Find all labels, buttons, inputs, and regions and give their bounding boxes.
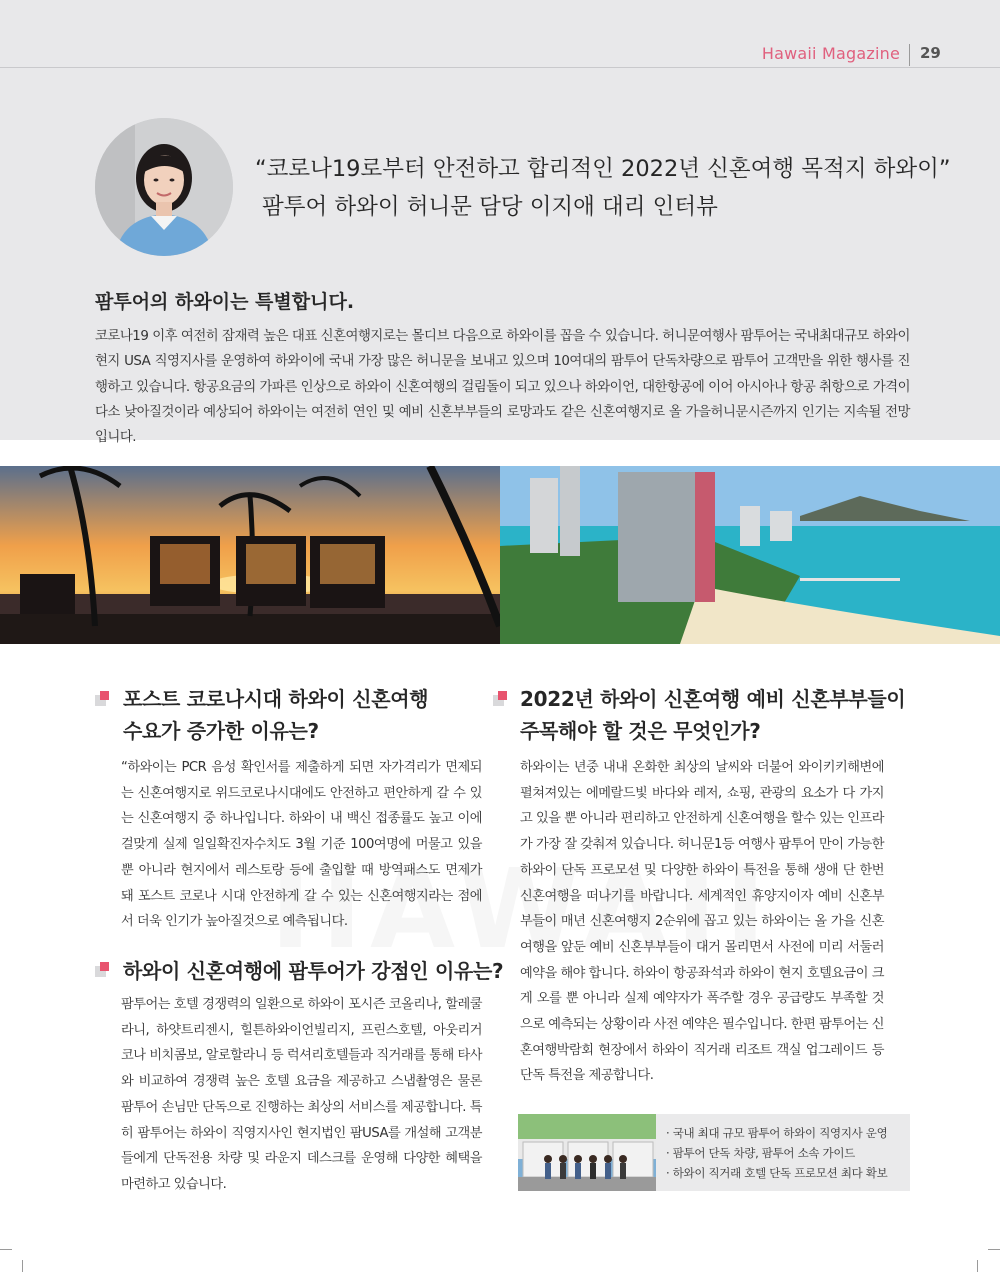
section-bullet-icon [493, 691, 508, 706]
info-item: · 국내 최대 규모 팜투어 하와이 직영지사 운영 [666, 1126, 888, 1140]
sunset-beach-photo [0, 466, 500, 644]
section3-heading-line1: 2022년 하와이 신혼여행 예비 신혼부부들이 [520, 687, 906, 711]
crop-mark [0, 1249, 12, 1250]
info-box [518, 1114, 910, 1191]
interview-title: “코로나19로부터 안전하고 합리적인 2022년 신혼여행 목적지 하와이” [255, 156, 951, 182]
info-item: · 하와이 직거래 호텔 단독 프로모션 최다 확보 [666, 1166, 888, 1180]
section2-body: 팜투어는 호텔 경쟁력의 일환으로 하와이 포시즌 코올리나, 할레쿨라니, 하얏트리젠시, 힐튼하와이언빌리지, 프린스호텔, 아웃리거 코나 비치콤보, 알로할라니 등 럭셔리호텔들과 직거래를 통해 타사와 비교하여 경쟁력 높은 호텔 요금을 제공하고 스냅촬영은 물론 팜투어 손님만 단독으로 진행하는 최상의 서비스를 제공합니다. 특히 팜투어는 하와이 직영지사인 현지법인 팜USA를 개설해 고객분 들에게 단독전용 차량 및 라운지 데스크를 운영해 다양한 혜택을 마련하고 있습니다. [121, 997, 482, 1192]
magazine-name: Hawaii Magazine [761, 44, 900, 63]
section2-heading: 하와이 신혼여행에 팜투어가 강점인 이유는? [123, 959, 504, 983]
interviewee-photo [95, 118, 233, 256]
section1-heading-line1: 포스트 코로나시대 하와이 신혼여행 [123, 687, 429, 711]
section-bullet-icon [95, 962, 110, 977]
waikiki-beach-photo [500, 466, 1000, 644]
intro-heading: 팜투어의 하와이는 특별합니다. [95, 291, 355, 313]
section-bullet-icon [95, 691, 110, 706]
header-rule [0, 67, 1000, 68]
header-separator [909, 44, 910, 66]
interview-subtitle: 팜투어 하와이 허니문 담당 이지애 대리 인터뷰 [262, 194, 718, 220]
section3-body: 하와이는 년중 내내 온화한 최상의 날씨와 더불어 와이키키해변에 펼쳐져있는 에메랄드빛 바다와 레저, 쇼핑, 관광의 요소가 다 가지고 있을 뿐 아니라 편리하고 안전하게 신혼여행을 할수 있는 인프라가 가장 잘 갖춰져 있습니다. 허니문1등 여행사 팜투어 만이 가능한 하와이 단독 프로모션 및 다양한 하와이 특전을 통해 생애 단 한번 신혼여행을 떠나기를 바랍니다. 세계적인 휴양지이자 예비 신혼부부들이 매년 신혼여행지 2순위에 꼽고 있는 하와이는 올 가을 신혼여행을 앞둔 예비 신혼부부들이 대거 몰리면서 사전에 미리 서둘러 예약을 해야 합니다. 하와이 항공좌석과 하와이 현지 호텔요금이 크게 오를 뿐 아니라 실제 예약자가 폭주할 경우 공급량도 부족할 것으로 예측되는 상황이라 사전 예약은 필수입니다. 한편 팜투어는 신혼여행박람회 현장에서 하와이 직거래 리조트 객실 업그레이드 등 단독 특전을 제공합니다. [520, 760, 884, 1084]
section1-body: “하와이는 PCR 음성 확인서를 제출하게 되면 자가격리가 면제되는 신혼여행지로 위드코로나시대에도 안전하고 편안하게 갈 수 있는 신혼여행지 중 하나입니다. 하와이 내 백신 접종률도 높고 이에 걸맞게 실제 일일확진자수치도 3월 기준 100여명에 머물고 있을 뿐 아니라 현지에서 레스토랑 등에 출입할 때 방역패스도 면제가 돼 포스트 코로나 시대 안전하게 갈 수 있는 신혼여행지라는 점에서 더욱 인기가 높아질것으로 예측됩니다. [121, 760, 482, 930]
section3-heading-line2: 주목해야 할 것은 무엇인가? [520, 719, 761, 743]
info-item: · 팜투어 단독 차량, 팜투어 소속 가이드 [666, 1146, 855, 1160]
section1-heading-line2: 수요가 증가한 이유는? [123, 719, 319, 743]
info-list [666, 1123, 887, 1183]
group-photo [518, 1114, 656, 1191]
crop-mark [22, 1260, 23, 1272]
page-number: 29 [920, 44, 941, 62]
crop-mark [977, 1260, 978, 1272]
crop-mark [988, 1249, 1000, 1250]
intro-body: 코로나19 이후 여전히 잠재력 높은 대표 신혼여행지로는 몰디브 다음으로 하와이를 꼽을 수 있습니다. 허니문여행사 팜투어는 국내최대규모 하와이 현지 USA 직영지사를 운영하여 하와이에 국내 가장 많은 허니문을 보내고 있으며 10여대의 팜투어 단독차량으로 팜투어 고객만을 위한 행사를 진행하고 있습니다. 항공요금의 가파른 인상으로 하와이 신혼여행의 걸림돌이 되고 있으나 하와이언, 대한항공에 이어 아시아나 항공 취항으로 가격이 다소 낮아질것이라 예상되어 하와이는 여전히 연인 및 예비 신혼부부들의 로망과도 같은 신혼여행지로 올 가을허니문시즌까지 인기는 지속될 전망입니다. [95, 329, 910, 446]
